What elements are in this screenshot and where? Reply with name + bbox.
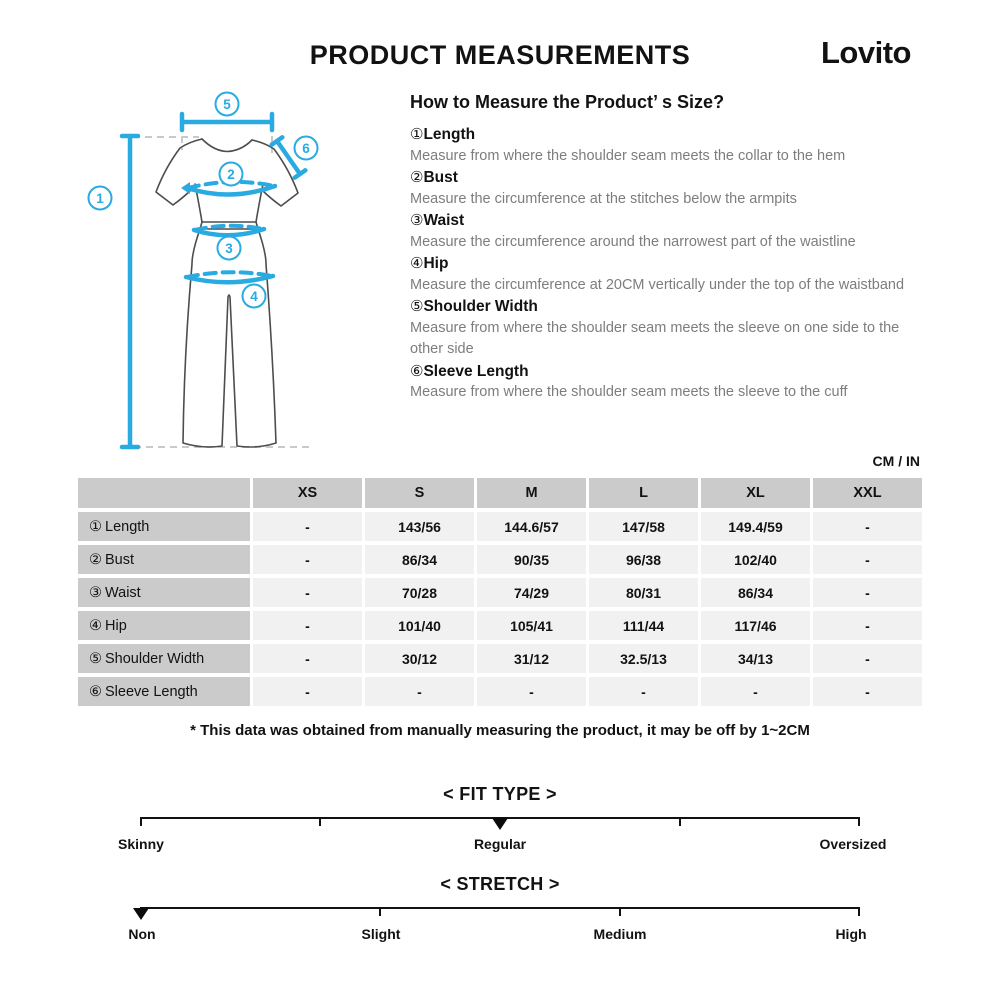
cell-hip-xxl: -	[813, 611, 922, 640]
fit-type-label-oversized: Oversized	[819, 836, 887, 852]
table-row-length	[78, 512, 922, 541]
marker-5: 5	[223, 96, 231, 112]
table-row-hip	[78, 611, 922, 640]
fit-type-tick-4	[679, 817, 681, 826]
item-num-3: ③	[410, 212, 424, 229]
cell-waist-xl: 86/34	[701, 578, 810, 607]
how-to-title: How to Measure the Product’ s Size?	[410, 92, 725, 112]
stretch-title: < STRETCH >	[440, 874, 560, 894]
measure-desc-length: Measure from where the shoulder seam meets the collar to the hem	[410, 147, 846, 164]
row-num: ③	[89, 584, 102, 601]
item-label-3: Waist	[423, 212, 465, 229]
row-title: Shoulder Width	[105, 650, 205, 667]
measure-item-bust	[410, 167, 922, 189]
col-header-xs: XS	[253, 478, 362, 508]
size-table	[75, 474, 925, 710]
measure-desc-sleeve-length: Measure from where the shoulder seam meets the sleeve to the cuff	[410, 384, 848, 400]
item-label-2: Bust	[423, 169, 458, 186]
cell-bust-s: 86/34	[365, 545, 474, 574]
row-num: ①	[89, 518, 102, 535]
col-header-xl: XL	[701, 478, 810, 508]
units-label: CM / IN	[872, 453, 920, 469]
cell-length-s: 143/56	[365, 512, 474, 541]
row-label-bust	[78, 545, 250, 574]
row-title: Bust	[105, 551, 135, 568]
col-header-m: M	[477, 478, 586, 508]
cell-length-l: 147/58	[589, 512, 698, 541]
row-num: ⑥	[89, 683, 102, 700]
fit-type-tick-2	[319, 817, 321, 826]
measure-desc-bust: Measure the circumference at the stitches below the armpits	[410, 190, 797, 207]
fit-type-labels	[0, 836, 1000, 854]
fit-type-tick-1	[140, 817, 142, 826]
table-row-shoulder-width	[78, 644, 922, 673]
measure-desc-shoulder-width: Measure from where the shoulder seam meets the sleeve on one side to the other side	[410, 319, 900, 357]
stretch-tick-3	[619, 907, 621, 916]
stretch-tick-4	[858, 907, 860, 916]
table-row-waist	[78, 578, 922, 607]
table-row-sleeve-length	[78, 677, 922, 706]
stretch-label-slight: Slight	[361, 926, 401, 942]
measurement-disclaimer: * This data was obtained from manually measuring the product, it may be off by 1~2CM	[190, 722, 810, 739]
marker-3: 3	[225, 240, 233, 256]
fit-type-marker-icon	[492, 818, 508, 830]
row-label-sleeve-length	[78, 677, 250, 706]
garment-measurement-diagram	[78, 83, 328, 465]
cell-sleeve-xs: -	[253, 677, 362, 706]
row-label-shoulder-width	[78, 644, 250, 673]
marker-1: 1	[96, 190, 104, 206]
stretch-labels	[0, 926, 1000, 944]
fit-type-label-skinny: Skinny	[118, 836, 164, 852]
col-header-s: S	[365, 478, 474, 508]
cell-length-xl: 149.4/59	[701, 512, 810, 541]
fit-type-label-regular: Regular	[473, 836, 527, 852]
row-title: Length	[105, 518, 150, 535]
cell-sleeve-xxl: -	[813, 677, 922, 706]
cell-bust-xl: 102/40	[701, 545, 810, 574]
stretch-label-medium: Medium	[593, 926, 647, 942]
item-num-4: ④	[410, 255, 424, 272]
measure-desc-hip: Measure the circumference at 20CM vertically under the top of the waistband	[410, 276, 905, 293]
item-num-2: ②	[410, 169, 424, 186]
item-label-1: Length	[423, 126, 476, 143]
cell-waist-xs: -	[253, 578, 362, 607]
row-title: Waist	[105, 584, 141, 601]
measure-item-hip	[410, 253, 922, 275]
cell-shoulder-xxl: -	[813, 644, 922, 673]
cell-shoulder-m: 31/12	[477, 644, 586, 673]
fit-type-scale	[140, 817, 860, 829]
row-num: ⑤	[89, 650, 102, 667]
stretch-scale	[140, 907, 860, 919]
marker-6: 6	[302, 140, 310, 156]
stretch-axis	[140, 907, 860, 909]
cell-hip-l: 111/44	[589, 611, 698, 640]
stretch-label-non: Non	[128, 926, 156, 942]
marker-4: 4	[250, 288, 258, 304]
item-label-4: Hip	[423, 255, 449, 272]
brand-logo: Lovito	[821, 35, 911, 70]
how-to-measure-section	[410, 92, 922, 404]
stretch-label-high: High	[835, 926, 867, 942]
cell-hip-s: 101/40	[365, 611, 474, 640]
cell-sleeve-xl: -	[701, 677, 810, 706]
table-corner-cell	[78, 478, 250, 508]
page-title: PRODUCT MEASUREMENTS	[309, 40, 691, 70]
col-header-l: L	[589, 478, 698, 508]
diagram-markers	[89, 93, 318, 308]
cell-bust-l: 96/38	[589, 545, 698, 574]
bust-tape-arrow	[181, 182, 190, 194]
measurement-marks	[122, 114, 305, 447]
fit-type-tick-5	[858, 817, 860, 826]
cell-waist-s: 70/28	[365, 578, 474, 607]
item-label-6: Sleeve Length	[423, 362, 529, 380]
measure-item-sleeve-length	[410, 361, 922, 383]
cell-shoulder-xl: 34/13	[701, 644, 810, 673]
measure-item-waist	[410, 210, 922, 232]
cell-waist-xxl: -	[813, 578, 922, 607]
cell-sleeve-m: -	[477, 677, 586, 706]
cell-hip-xs: -	[253, 611, 362, 640]
cell-sleeve-l: -	[589, 677, 698, 706]
item-num-1: ①	[410, 126, 424, 143]
cell-length-xs: -	[253, 512, 362, 541]
item-num-5: ⑤	[410, 298, 424, 315]
col-header-xxl: XXL	[813, 478, 922, 508]
cell-bust-m: 90/35	[477, 545, 586, 574]
cell-shoulder-s: 30/12	[365, 644, 474, 673]
cell-length-xxl: -	[813, 512, 922, 541]
measure-item-length	[410, 124, 922, 146]
stretch-tick-2	[379, 907, 381, 916]
cell-sleeve-s: -	[365, 677, 474, 706]
measure-item-shoulder-width	[410, 296, 922, 318]
cell-bust-xs: -	[253, 545, 362, 574]
item-label-5: Shoulder Width	[423, 298, 538, 315]
cell-hip-xl: 117/46	[701, 611, 810, 640]
row-title: Sleeve Length	[105, 683, 198, 700]
row-label-hip	[78, 611, 250, 640]
cell-shoulder-xs: -	[253, 644, 362, 673]
row-label-length	[78, 512, 250, 541]
cell-hip-m: 105/41	[477, 611, 586, 640]
row-num: ④	[89, 617, 102, 634]
measure-desc-waist: Measure the circumference around the narrowest part of the waistline	[410, 233, 856, 250]
cell-length-m: 144.6/57	[477, 512, 586, 541]
cell-shoulder-l: 32.5/13	[589, 644, 698, 673]
marker-2: 2	[227, 166, 235, 182]
cell-waist-m: 74/29	[477, 578, 586, 607]
table-row-bust	[78, 545, 922, 574]
fit-type-title: < FIT TYPE >	[443, 784, 557, 804]
size-table-header-row	[78, 478, 922, 508]
row-label-waist	[78, 578, 250, 607]
cell-waist-l: 80/31	[589, 578, 698, 607]
row-num: ②	[89, 551, 102, 568]
cell-bust-xxl: -	[813, 545, 922, 574]
row-title: Hip	[105, 617, 127, 634]
stretch-marker-icon	[133, 908, 149, 920]
item-num-6: ⑥	[410, 362, 424, 380]
